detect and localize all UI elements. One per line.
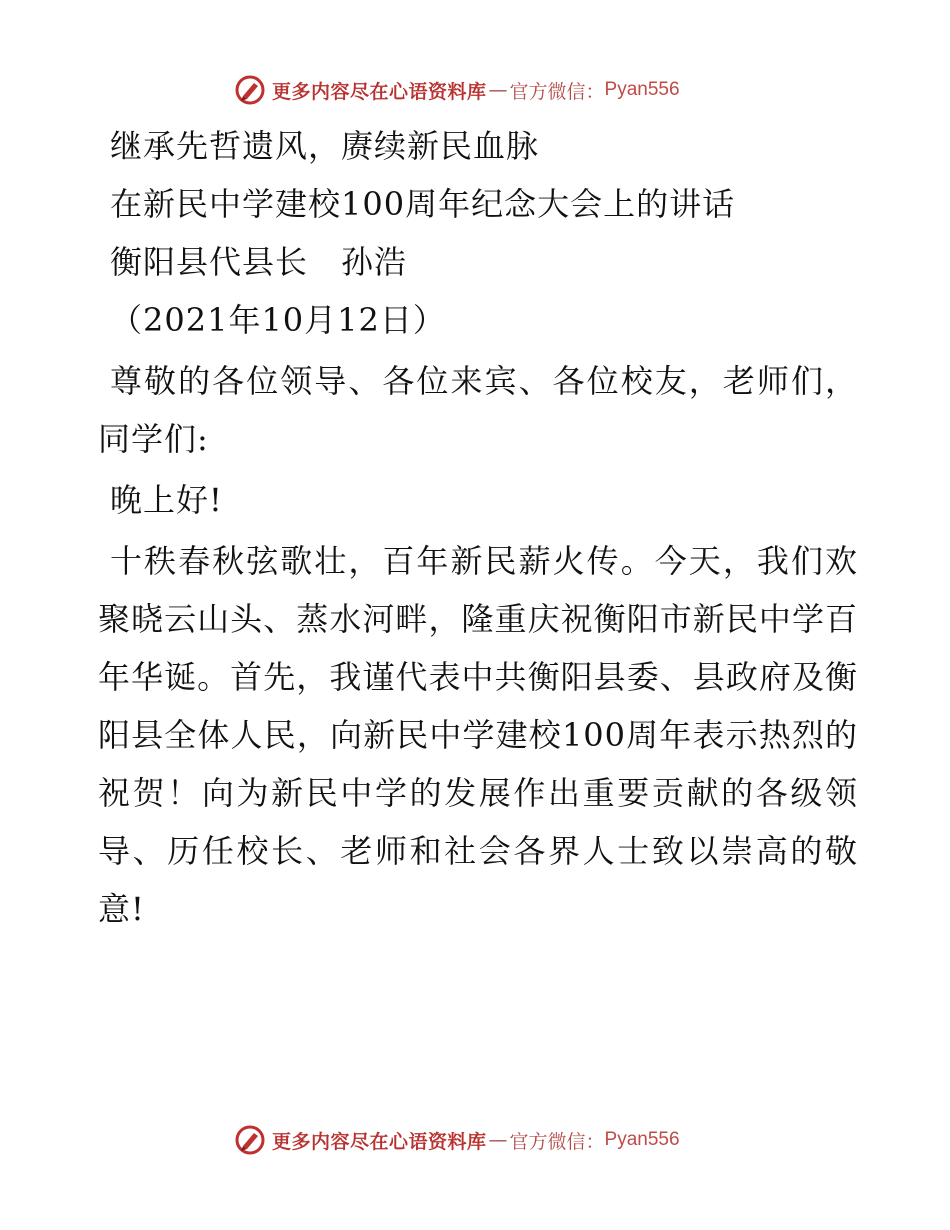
pen-logo-icon [234, 74, 266, 106]
watermark-separator: — [488, 1129, 508, 1151]
paragraph-1: 十秩春秋弦歌壮，百年新民薪火传。今天，我们欢聚晓云山头、蒸水河畔，隆重庆祝衡阳市新民中学百年华诞。首先，我谨代表中共衡阳县委、县政府及衡阳县全体人民，向新民中学建校100周年表示热烈的祝贺！向为新民中学的发展作出重要贡献的各级领导、历任校长、老师和社会各界人士致以崇高的敬意! [98, 542, 858, 928]
document-body [98, 120, 858, 938]
pen-logo-icon [234, 1124, 266, 1156]
watermark-footer [234, 1122, 680, 1158]
watermark-header [234, 72, 680, 108]
watermark-wechat-label: 官方微信： [509, 80, 605, 103]
date-line: （2021年10月12日） [110, 301, 446, 339]
greeting: 晚上好! [110, 481, 223, 519]
watermark-text: 更多内容尽在心语资料库 [272, 80, 487, 103]
document-subtitle: 在新民中学建校100周年纪念大会上的讲话 [110, 185, 736, 223]
watermark-wechat-id: Pyan556 [604, 1129, 680, 1150]
document-title: 继承先哲遗风，赓续新民血脉 [110, 127, 540, 165]
speaker-line: 衡阳县代县长 孙浩 [110, 243, 408, 281]
watermark-text: 更多内容尽在心语资料库 [272, 1130, 487, 1153]
watermark-wechat-label: 官方微信： [509, 1130, 605, 1153]
watermark-wechat-id: Pyan556 [604, 79, 680, 100]
watermark-separator: — [488, 79, 508, 101]
salutation: 尊敬的各位领导、各位来宾、各位校友，老师们，同学们: [98, 362, 858, 458]
